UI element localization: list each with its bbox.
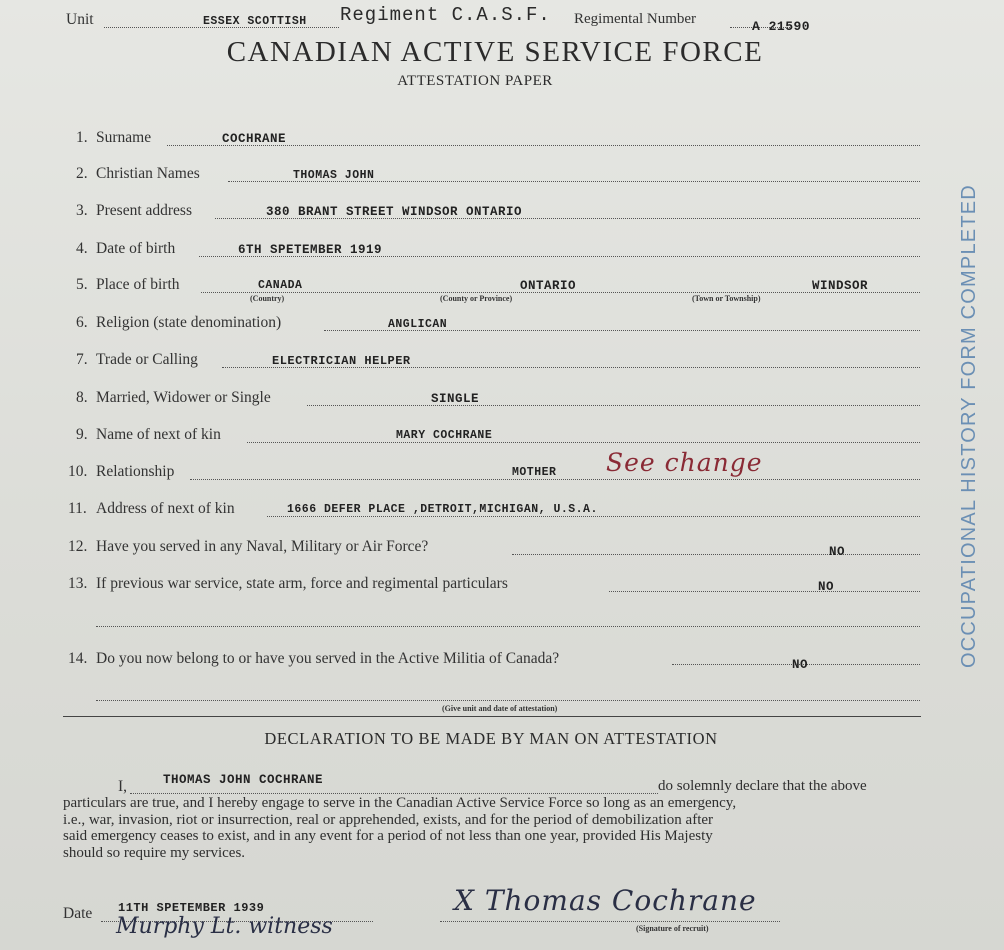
field-12-label: Have you served in any Naval, Military or Air Force? bbox=[96, 538, 429, 555]
handwritten-witness: Murphy Lt. witness bbox=[116, 914, 333, 939]
christian-names-value: THOMAS JOHN bbox=[293, 169, 375, 182]
page-subtitle: ATTESTATION PAPER bbox=[397, 73, 553, 89]
declaration-line-1: particulars are true, and I hereby engage to serve in the Canadian Active Service Force so long as an emergency, bbox=[63, 795, 737, 811]
declaration-line-2: i.e., war, invasion, riot or insurrection, real or apprehended, exists, and for the period of demobilization after bbox=[63, 811, 714, 828]
caption-province: (County or Province) bbox=[440, 294, 513, 303]
field-3-number: 3. bbox=[76, 202, 88, 219]
next-of-kin-value: MARY COCHRANE bbox=[396, 429, 493, 442]
occupational-history-stamp: OCCUPATIONAL HISTORY FORM COMPLETED bbox=[958, 184, 980, 668]
field-14-label: Do you now belong to or have you served in the Active Militia of Canada? bbox=[96, 650, 560, 667]
field-12-number: 12. bbox=[68, 538, 88, 555]
field-10-number: 10. bbox=[68, 463, 88, 480]
regiment-text: Regiment C.A.S.F. bbox=[340, 4, 551, 26]
trade-value: ELECTRICIAN HELPER bbox=[272, 354, 411, 368]
field-11-dots bbox=[267, 516, 920, 517]
regimental-number-value: A 21590 bbox=[752, 19, 811, 34]
handwritten-see-change: See change bbox=[606, 448, 763, 477]
date-of-birth-value: 6TH SPETEMBER 1919 bbox=[238, 243, 383, 257]
section-divider bbox=[63, 716, 921, 717]
page-title: CANADIAN ACTIVE SERVICE FORCE bbox=[226, 36, 764, 68]
declaration-line-4: should so require my services. bbox=[63, 844, 246, 861]
active-militia-value: NO bbox=[792, 658, 809, 672]
field-5-label: Place of birth bbox=[96, 276, 180, 293]
regimental-number-label: Regimental Number bbox=[574, 11, 697, 27]
date-value: 11TH SPETEMBER 1939 bbox=[118, 901, 265, 915]
field-6-label: Religion (state denomination) bbox=[96, 314, 282, 331]
field-10-label: Relationship bbox=[96, 463, 175, 480]
field-1-label: Surname bbox=[96, 129, 152, 146]
field-7-number: 7. bbox=[76, 351, 88, 368]
previous-service-value: NO bbox=[829, 545, 846, 559]
field-13-label: If previous war service, state arm, force and regimental particulars bbox=[96, 575, 508, 592]
declaration-text-tail: do solemnly declare that the above bbox=[658, 778, 867, 794]
field-5-number: 5. bbox=[76, 276, 88, 293]
caption-town: (Town or Township) bbox=[692, 294, 761, 303]
field-13-number: 13. bbox=[68, 575, 88, 592]
marital-status-value: SINGLE bbox=[431, 392, 480, 406]
unit-value: ESSEX SCOTTISH bbox=[203, 15, 307, 28]
war-service-value: NO bbox=[818, 580, 835, 594]
declaration-i-label: I, bbox=[118, 778, 128, 795]
field-14-extra-dots bbox=[96, 700, 920, 701]
declaration-line-3: said emergency ceases to exist, and in any event for a period of not less than one year, provided His Majesty bbox=[63, 828, 713, 844]
field-2-number: 2. bbox=[76, 165, 88, 182]
recruit-signature: X Thomas Cochrane bbox=[454, 884, 757, 917]
declaration-name-dots bbox=[130, 793, 658, 794]
birth-province-value: ONTARIO bbox=[520, 279, 577, 293]
field-10-dots bbox=[190, 479, 920, 480]
religion-value: ANGLICAN bbox=[388, 318, 448, 331]
field-9-label: Name of next of kin bbox=[96, 426, 221, 443]
field-13-extra-dots bbox=[96, 626, 920, 627]
field-11-label: Address of next of kin bbox=[96, 500, 235, 517]
unit-label: Unit bbox=[66, 11, 94, 28]
field-9-dots bbox=[247, 442, 920, 443]
field-11-number: 11. bbox=[68, 500, 87, 517]
field-13-dots bbox=[609, 591, 920, 592]
date-label: Date bbox=[63, 905, 93, 922]
signature-caption: (Signature of recruit) bbox=[636, 924, 709, 933]
field-6-number: 6. bbox=[76, 314, 88, 331]
field-8-dots bbox=[307, 405, 920, 406]
next-of-kin-address-value: 1666 DEFER PLACE ,DETROIT,MICHIGAN, U.S.A. bbox=[287, 503, 598, 516]
field-9-number: 9. bbox=[76, 426, 88, 443]
declaration-title: DECLARATION TO BE MADE BY MAN ON ATTESTATION bbox=[264, 729, 718, 748]
field-12-dots bbox=[512, 554, 920, 555]
surname-value: COCHRANE bbox=[222, 132, 287, 146]
field-7-label: Trade or Calling bbox=[96, 351, 198, 368]
declaration-paragraph bbox=[63, 795, 923, 861]
birth-town-value: WINDSOR bbox=[812, 279, 869, 293]
relationship-value: MOTHER bbox=[512, 466, 557, 479]
field-14-number: 14. bbox=[68, 650, 88, 667]
signature-dots bbox=[440, 921, 780, 922]
caption-give-unit: (Give unit and date of attestation) bbox=[442, 704, 558, 713]
field-3-label: Present address bbox=[96, 202, 192, 219]
birth-country-value: CANADA bbox=[258, 279, 303, 292]
caption-country: (Country) bbox=[250, 294, 285, 303]
declaration-name-value: THOMAS JOHN COCHRANE bbox=[163, 773, 324, 787]
field-8-label: Married, Widower or Single bbox=[96, 389, 271, 406]
field-4-number: 4. bbox=[76, 240, 88, 257]
field-1-number: 1. bbox=[76, 129, 88, 146]
field-2-label: Christian Names bbox=[96, 165, 200, 182]
field-8-number: 8. bbox=[76, 389, 88, 406]
present-address-value: 380 BRANT STREET WINDSOR ONTARIO bbox=[266, 205, 523, 219]
field-4-label: Date of birth bbox=[96, 240, 176, 257]
